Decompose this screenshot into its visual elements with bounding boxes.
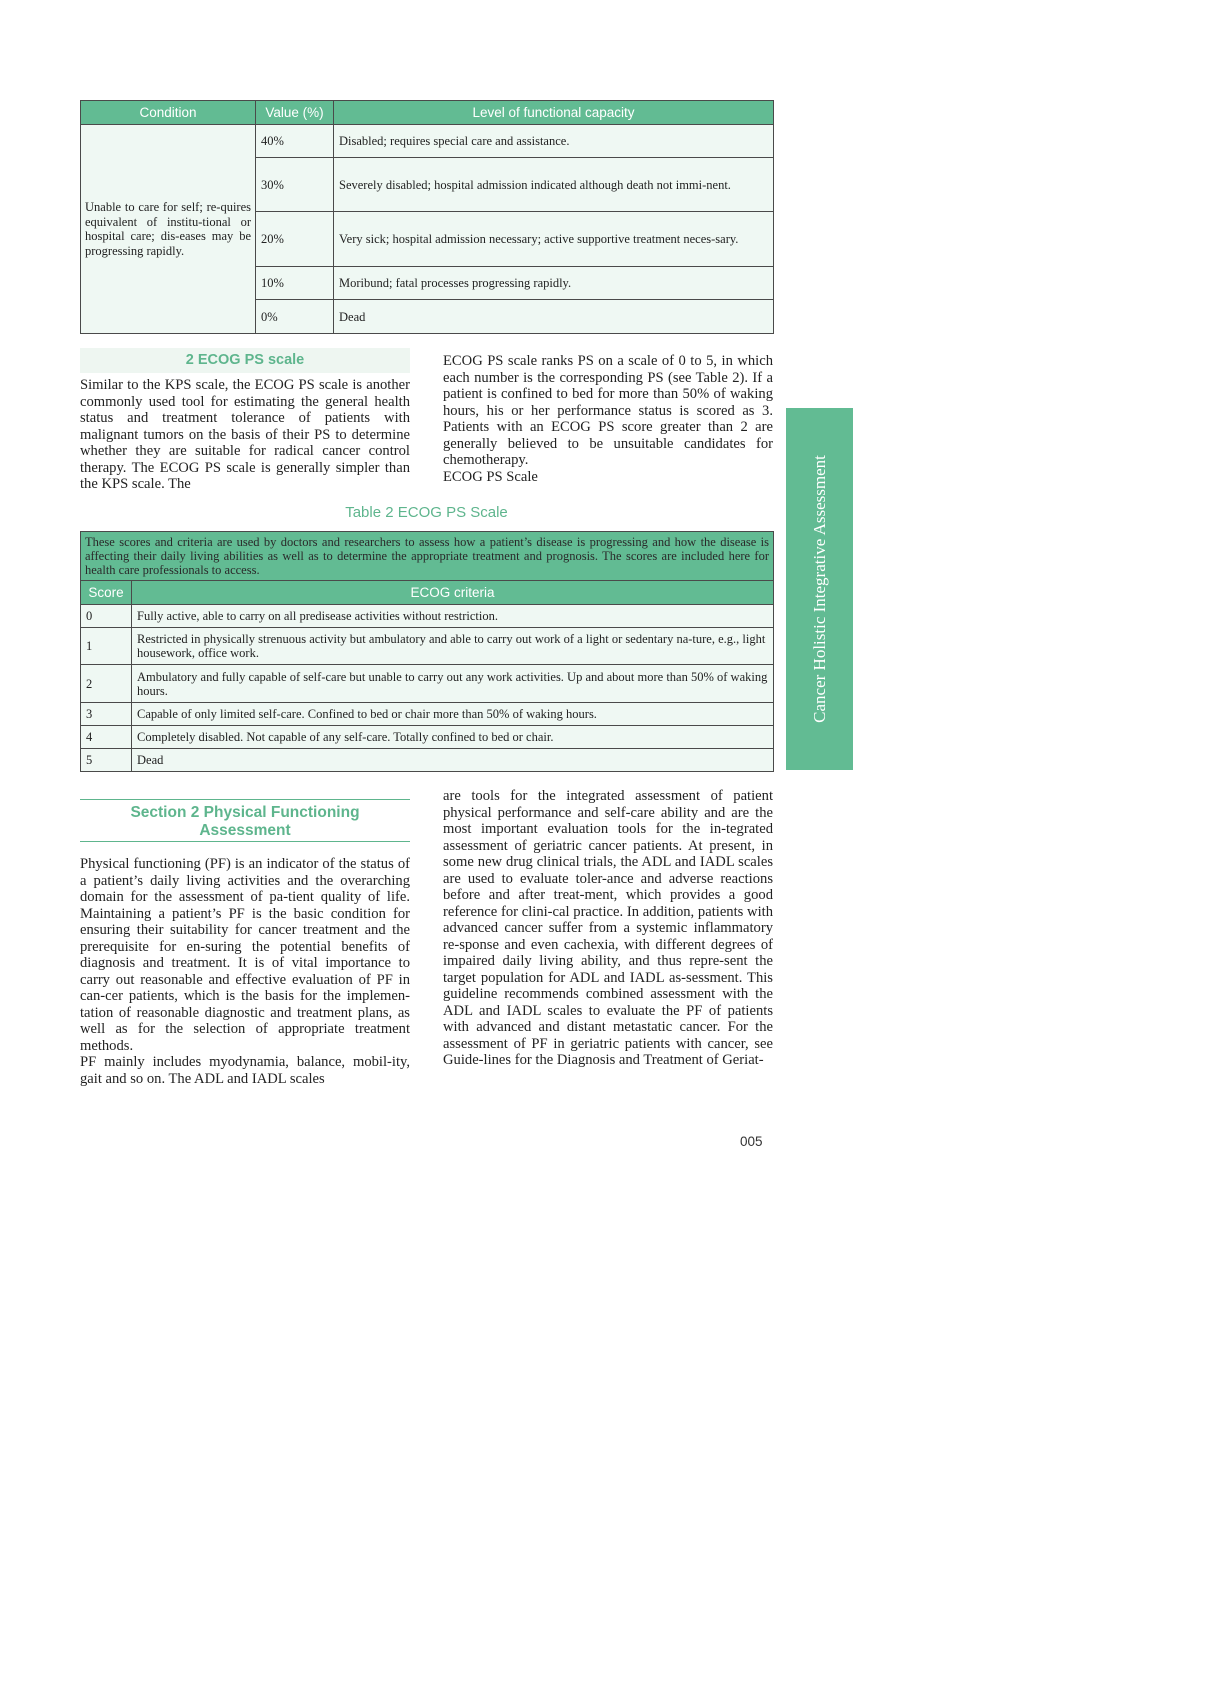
column-header-criteria: ECOG criteria	[132, 581, 774, 605]
level-cell: Severely disabled; hospital admission indicated although death not immi-nent.	[334, 158, 774, 212]
criteria-cell: Restricted in physically strenuous activity but ambulatory and able to carry out work of a light or sedentary na-ture, e.g., light housework, office work.	[132, 628, 774, 665]
section-2-right-paragraph: are tools for the integrated assessment of patient physical performance and self-care ability and are the most important evaluation tools for the in-tegrated assessment of geriatric cancer patients. At present, in some new drug clinical trials, the ADL and IADL scales are used to evaluate toler-ance and adverse reactions before and after treat-ment, which provides a good reference for clini-cal practice. In addition, patients with advanced cancer suffer from a systemic inflammatory re-sponse and even cachexia, with different degrees of impaired daily living ability, and thus repre-sent the target population for ADL and IADL as-sessment. This guideline recommends combined assessment with the ADL and IADL scales to evaluate the PF of patients with advanced and distant metastatic cancer. For the assessment of PF in geriatric patients with cancer, see Guide-lines for the Diagnosis and Treatment of Geriat-	[443, 788, 773, 1068]
score-cell: 0	[81, 605, 132, 628]
level-cell: Moribund; fatal processes progressing rapidly.	[334, 267, 774, 300]
table-note: These scores and criteria are used by doctors and researchers to assess how a patient’s disease is progressing and how the disease is affecting their daily living abilities as well as to determine the appropriate treatment and prognosis. The scores are included here for health care professionals to access.	[81, 532, 774, 581]
level-cell: Very sick; hospital admission necessary; active supportive treatment neces-sary.	[334, 212, 774, 267]
table-row	[81, 605, 774, 628]
table-row	[81, 749, 774, 772]
table-row	[81, 703, 774, 726]
side-tab-label: Cancer Holistic Integrative Assessment	[809, 455, 829, 723]
column-header-value: Value (%)	[256, 101, 334, 125]
side-tab	[786, 408, 853, 770]
criteria-cell: Fully active, able to carry on all predisease activities without restriction.	[132, 605, 774, 628]
table-row	[81, 125, 774, 158]
table-row	[81, 726, 774, 749]
value-cell: 10%	[256, 267, 334, 300]
ecog-right-paragraph: ECOG PS scale ranks PS on a scale of 0 to 5, in which each number is the corresponding PS (see Table 2). If a patient is confined to bed for more than 50% of waking hours, his or her performance status is scored as 3. Patients with an ECOG PS score greater than 2 are generally believed to be unsuitable candidates for chemotherapy.	[443, 353, 773, 468]
section-2-left-paragraph-1: Physical functioning (PF) is an indicator of the status of a patient’s daily living activities and the overarching domain for the assessment of pa-tient quality of life. Maintaining a patient’s PF is the basic condition for ensuring their suitability for cancer treatment and the prerequisite for en-suring the potential benefits of diagnosis and treatment. It is of vital importance to carry out reasonable and effective evaluation of PF in can-cer patients, which is the basis for the implemen-tation of reasonable diagnostic and treatment plans, as well as for the selection of appropriate treatment methods.	[80, 856, 410, 1054]
condition-cell: Unable to care for self; re-quires equivalent of institu-tional or hospital care; dis-eases may be progressing rapidly.	[81, 125, 256, 334]
section-2-left-column	[80, 856, 410, 1087]
table-row	[81, 665, 774, 703]
value-cell: 0%	[256, 300, 334, 334]
table-header-row	[81, 101, 774, 125]
value-cell: 20%	[256, 212, 334, 267]
score-cell: 2	[81, 665, 132, 703]
criteria-cell: Completely disabled. Not capable of any self-care. Totally confined to bed or chair.	[132, 726, 774, 749]
value-cell: 30%	[256, 158, 334, 212]
criteria-cell: Dead	[132, 749, 774, 772]
column-header-level: Level of functional capacity	[334, 101, 774, 125]
score-cell: 1	[81, 628, 132, 665]
criteria-cell: Capable of only limited self-care. Confined to bed or chair more than 50% of waking hours.	[132, 703, 774, 726]
column-header-condition: Condition	[81, 101, 256, 125]
criteria-cell: Ambulatory and fully capable of self-care but unable to carry out any work activities. Up and about more than 50% of waking hours.	[132, 665, 774, 703]
kps-table	[80, 100, 774, 334]
page-number: 005	[740, 1134, 763, 1149]
ecog-left-paragraph: Similar to the KPS scale, the ECOG PS scale is another commonly used tool for estimating the general health status and treatment tolerance of patients with malignant tumors on the basis of their PS to determine whether they are suitable for radical cancer control therapy. The ECOG PS scale is generally simpler than the KPS scale. The	[80, 377, 410, 492]
ecog-left-column	[80, 377, 410, 493]
section-2-left-paragraph-2: PF mainly includes myodynamia, balance, mobil-ity, gait and so on. The ADL and IADL scales	[80, 1054, 410, 1087]
table-2-caption: Table 2 ECOG PS Scale	[345, 504, 508, 521]
section-2-heading	[80, 799, 410, 842]
level-cell: Dead	[334, 300, 774, 334]
section-2-right-column	[443, 788, 773, 1069]
ecog-section-heading: 2 ECOG PS scale	[80, 348, 410, 373]
table-row	[81, 628, 774, 665]
score-cell: 5	[81, 749, 132, 772]
score-cell: 3	[81, 703, 132, 726]
score-cell: 4	[81, 726, 132, 749]
ecog-table	[80, 531, 774, 772]
value-cell: 40%	[256, 125, 334, 158]
column-header-score: Score	[81, 581, 132, 605]
section-2-heading-line-2: Assessment	[199, 821, 291, 839]
table-note-row	[81, 532, 774, 581]
ecog-right-column	[443, 353, 773, 485]
section-2-heading-line-1: Section 2 Physical Functioning	[130, 804, 360, 821]
table-header-row	[81, 581, 774, 605]
ecog-right-tail: ECOG PS Scale	[443, 468, 538, 485]
level-cell: Disabled; requires special care and assistance.	[334, 125, 774, 158]
